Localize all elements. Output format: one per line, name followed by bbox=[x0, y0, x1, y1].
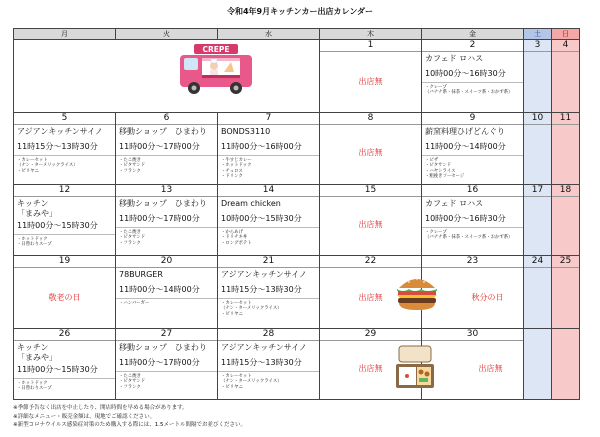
week-row-4 bbox=[14, 256, 580, 329]
footnote-line: ※詳細なメニュー・販売金額は、現地でご確認ください。 bbox=[13, 413, 156, 420]
hamburger-illustration bbox=[393, 272, 441, 312]
truck-counter bbox=[202, 75, 240, 78]
day-number: 11 bbox=[552, 113, 579, 125]
shop-hours: 11時15分～13時30分 bbox=[218, 353, 319, 372]
day-cell-2 bbox=[422, 40, 524, 113]
day-cell-3 bbox=[524, 40, 552, 113]
day-cell-24 bbox=[524, 256, 552, 329]
shop-name: 78BURGER bbox=[119, 270, 163, 279]
day-number: 22 bbox=[320, 256, 421, 268]
day-number: 26 bbox=[14, 329, 115, 341]
weekday-fri: 金 bbox=[422, 29, 524, 40]
truck-sign-text: CREPE bbox=[202, 45, 230, 54]
day-cell-20 bbox=[116, 256, 218, 329]
shop-menu: ・クレープ （バナナ系・抹茶・スイーツ系・おかず系） bbox=[425, 85, 513, 96]
shop-name: カフェド ロハス bbox=[425, 54, 484, 63]
shop-name: Dream chicken bbox=[221, 199, 281, 208]
day-number: 20 bbox=[116, 256, 217, 268]
day-cell-28 bbox=[218, 329, 320, 400]
shop-menu: ・牛すじカレー ・ホットドック ・チュロス ・ドリンク bbox=[221, 158, 252, 180]
week-row-1 bbox=[14, 40, 580, 113]
day-cell-19 bbox=[14, 256, 116, 329]
day-number: 27 bbox=[116, 329, 217, 341]
day-number: 25 bbox=[552, 256, 579, 268]
day-number: 28 bbox=[218, 329, 319, 341]
burger-lettuce bbox=[397, 289, 437, 291]
burger-tomato bbox=[398, 291, 436, 295]
day-number: 29 bbox=[320, 329, 421, 341]
day-cell-6 bbox=[116, 113, 218, 185]
shop-hours: 10時00分～15時30分 bbox=[218, 209, 319, 228]
holiday-label: 秋分の日 bbox=[471, 293, 504, 302]
day-cell-4 bbox=[552, 40, 580, 113]
day-cell-18 bbox=[552, 185, 580, 256]
shop-name: アジアンキッチンサイノ bbox=[221, 343, 307, 352]
day-cell-8 bbox=[320, 113, 422, 185]
day-number: 15 bbox=[320, 185, 421, 197]
shop-hours: 11時00分～16時00分 bbox=[218, 137, 319, 156]
day-number: 17 bbox=[524, 185, 551, 197]
truck-cab-window bbox=[184, 58, 198, 70]
day-cell-26 bbox=[14, 329, 116, 400]
day-cell-13 bbox=[116, 185, 218, 256]
footnote-line: ※新型コロナウイルス感染症対策のため購入する際には、1.5メートル間隔でお並びください。 bbox=[13, 422, 247, 428]
shop-name: アジアンキッチンサイノ bbox=[17, 127, 103, 136]
chef-body bbox=[210, 70, 218, 75]
day-cell-11 bbox=[552, 113, 580, 185]
holiday-label: 敬老の日 bbox=[48, 293, 81, 302]
shop-menu: ・ハンバーガー bbox=[119, 301, 150, 306]
day-number: 8 bbox=[320, 113, 421, 125]
empty-cell-sat bbox=[524, 329, 552, 400]
day-number: 1 bbox=[320, 40, 421, 52]
truck-awning bbox=[202, 58, 240, 61]
weekday-thu: 木 bbox=[320, 29, 422, 40]
day-cell-12 bbox=[14, 185, 116, 256]
footnote-line: ※季節予告なく出店を中止したり、開店時間を早める場合があります。 bbox=[13, 405, 188, 411]
bento-umeboshi bbox=[405, 374, 409, 378]
shop-name: キッチン 「まみや」 bbox=[17, 343, 57, 362]
closed-label: 出店無 bbox=[358, 148, 383, 157]
bento-box-illustration bbox=[393, 344, 437, 390]
weekday-wed: 水 bbox=[218, 29, 320, 40]
day-number: 3 bbox=[524, 40, 551, 52]
closed-label: 出店無 bbox=[358, 293, 383, 302]
shop-menu: ・たこ焼き ・ピタサンド ・フランク bbox=[119, 230, 146, 246]
day-cell-17 bbox=[524, 185, 552, 256]
weekday-sat: 土 bbox=[524, 29, 552, 40]
day-number: 14 bbox=[218, 185, 319, 197]
shop-hours: 11時00分～15時30分 bbox=[14, 363, 115, 379]
day-cell-10 bbox=[524, 113, 552, 185]
day-cell-14 bbox=[218, 185, 320, 256]
burger-patty bbox=[398, 298, 436, 303]
day-cell-1 bbox=[320, 40, 422, 113]
shop-hours: 10時00分～16時30分 bbox=[422, 209, 523, 228]
day-number: 4 bbox=[552, 40, 579, 52]
shop-menu: ・ホットドック ・日替わりスープ bbox=[17, 237, 52, 248]
shop-hours: 11時00分～17時00分 bbox=[116, 353, 217, 372]
closed-label: 出店無 bbox=[358, 364, 383, 373]
page-title: 令和4年9月キッチンカー出店カレンダー bbox=[226, 7, 374, 16]
shop-menu: ・カレーセット （ナン・ターメリックライス） ・ビリヤニ bbox=[17, 158, 78, 174]
shop-name: カフェド ロハス bbox=[425, 199, 484, 208]
shop-hours: 11時00分～15時30分 bbox=[14, 219, 115, 235]
shop-menu: ・カレーセット （ナン・ターメリックライス） ・ビリヤニ bbox=[221, 374, 282, 390]
day-cell-16 bbox=[422, 185, 524, 256]
bento-side-dish bbox=[417, 367, 431, 385]
day-cell-27 bbox=[116, 329, 218, 400]
weekday-header-row bbox=[14, 29, 580, 40]
day-number: 2 bbox=[422, 40, 523, 52]
day-cell-5 bbox=[14, 113, 116, 185]
day-number: 9 bbox=[422, 113, 523, 125]
shop-menu: ・たこ焼き ・ピタサンド ・フランク bbox=[119, 374, 146, 390]
weekday-mon: 月 bbox=[14, 29, 116, 40]
empty-cell-sun bbox=[552, 329, 580, 400]
closed-label: 出店無 bbox=[478, 364, 503, 373]
day-number: 18 bbox=[552, 185, 579, 197]
shop-hours: 11時00分～17時00分 bbox=[116, 209, 217, 228]
shop-menu: ・ホットドック ・日替わりスープ bbox=[17, 381, 52, 392]
shop-menu: ・たこ焼き ・ピタサンド ・フランク bbox=[119, 158, 146, 174]
burger-top-bun bbox=[399, 279, 435, 288]
day-number: 21 bbox=[218, 256, 319, 268]
shop-name: 移動ショップ ひまわり bbox=[119, 343, 207, 352]
day-number: 30 bbox=[422, 329, 523, 341]
shop-menu: ・カレーセット （ナン・ターメリックライス） ・ビリヤニ bbox=[221, 301, 282, 317]
closed-label: 出店無 bbox=[358, 77, 383, 86]
week-row-3 bbox=[14, 185, 580, 256]
shop-menu: ・ピザ ・ピタサンド ・ハヤシライス ・粗挽きソーセージ bbox=[425, 158, 465, 180]
day-cell-25 bbox=[552, 256, 580, 329]
day-number: 10 bbox=[524, 113, 551, 125]
day-number: 13 bbox=[116, 185, 217, 197]
day-number: 5 bbox=[14, 113, 115, 125]
closed-label: 出店無 bbox=[358, 220, 383, 229]
shop-hours: 11時15分～13時30分 bbox=[218, 280, 319, 299]
footnotes bbox=[13, 404, 246, 430]
day-cell-9 bbox=[422, 113, 524, 185]
shop-menu: ・からあげ ・ドリチキ丼 ・ロングポテト bbox=[221, 230, 252, 246]
shop-hours: 11時00分～14時00分 bbox=[422, 137, 523, 156]
day-number: 16 bbox=[422, 185, 523, 197]
week-row-2 bbox=[14, 113, 580, 185]
shop-hours: 11時15分～13時30分 bbox=[14, 137, 115, 156]
empty-cell-with-truck bbox=[14, 40, 320, 113]
shop-name: BONDS3110 bbox=[221, 127, 271, 136]
day-number: 19 bbox=[14, 256, 115, 268]
weekday-sun: 日 bbox=[552, 29, 580, 40]
shop-name: アジアンキッチンサイノ bbox=[221, 270, 307, 279]
calendar-table bbox=[13, 28, 580, 400]
day-cell-15 bbox=[320, 185, 422, 256]
week-row-5 bbox=[14, 329, 580, 400]
shop-hours: 11時00分～14時00分 bbox=[116, 280, 217, 299]
day-cell-7 bbox=[218, 113, 320, 185]
shop-name: 移動ショップ ひまわり bbox=[119, 199, 207, 208]
day-number: 24 bbox=[524, 256, 551, 268]
day-number: 7 bbox=[218, 113, 319, 125]
shop-menu: ・クレープ （バナナ系・抹茶・スイーツ系・おかず系） bbox=[425, 230, 513, 241]
day-number: 6 bbox=[116, 113, 217, 125]
crepe-truck-illustration bbox=[176, 42, 256, 100]
bento-lid bbox=[399, 346, 431, 362]
shop-name: キッチン 「まみや」 bbox=[17, 199, 57, 218]
shop-hours: 11時00分～17時00分 bbox=[116, 137, 217, 156]
shop-hours: 10時00分～16時30分 bbox=[422, 64, 523, 83]
burger-bottom-bun bbox=[399, 303, 435, 310]
shop-name: 薪窯料理ひげどんぐり bbox=[425, 127, 505, 136]
day-cell-21 bbox=[218, 256, 320, 329]
shop-name: 移動ショップ ひまわり bbox=[119, 127, 207, 136]
day-number: 12 bbox=[14, 185, 115, 197]
chef-hat bbox=[211, 59, 217, 63]
weekday-tue: 火 bbox=[116, 29, 218, 40]
day-number: 23 bbox=[422, 256, 523, 268]
